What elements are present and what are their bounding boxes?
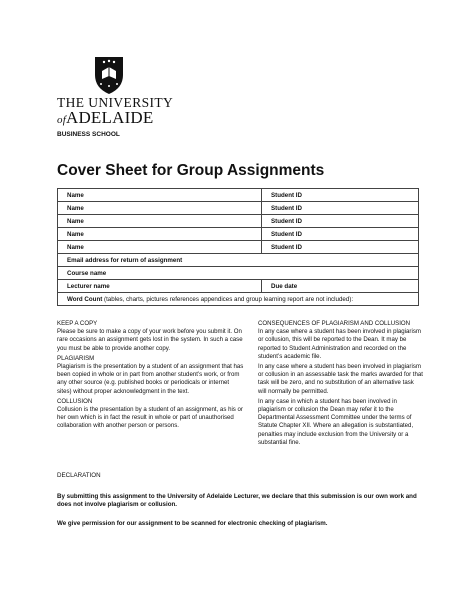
student-id-field[interactable]: Student ID: [262, 202, 419, 215]
lecturer-row: [58, 280, 419, 293]
consequences-text-3: In any case in which a student has been involved in plagiarism or collusion the Dean may refer it to the Departmental Assessment Committee under the terms of Statute Chapter XII. Where an allegation is substantiated, penalties may include exclusion from the University or a substantial fine.: [258, 397, 414, 446]
member-row: [58, 228, 419, 241]
name-field[interactable]: Name: [58, 202, 262, 215]
university-name-adelaide: ADELAIDE: [65, 108, 154, 127]
page-title: Cover Sheet for Group Assignments: [57, 162, 325, 179]
word-count-label: Word Count: [67, 295, 103, 303]
student-id-field[interactable]: Student ID: [262, 189, 419, 202]
consequences-text-2: In any case where a student has been involved in plagiarism or collusion in an assessable task the marks awarded for that task will be zero, and no substitution of an alternative task will normally be permitted.: [258, 363, 423, 395]
email-field[interactable]: Email address for return of assignment: [58, 254, 419, 267]
word-count-row: [58, 293, 419, 306]
word-count-field[interactable]: [58, 293, 419, 306]
name-field[interactable]: Name: [58, 189, 262, 202]
crest-icon: [93, 55, 125, 95]
member-row: [58, 215, 419, 228]
school-name: BUSINESS SCHOOL: [57, 131, 120, 138]
email-row: [58, 254, 419, 267]
university-of: of: [57, 114, 66, 126]
member-row: [58, 189, 419, 202]
member-row: [58, 241, 419, 254]
collusion-text: Collusion is the presentation by a student of an assignment, as his or her own which is in fact the result in whole or part of unauthorised collaboration with another person or persons.: [57, 406, 243, 430]
member-row: [58, 202, 419, 215]
plagiarism-heading: PLAGIARISM: [57, 354, 95, 362]
student-id-field[interactable]: Student ID: [262, 228, 419, 241]
keep-copy-text: Please be sure to make a copy of your work before you submit it. On rare occasions an assignment gets lost in the system. In such a case you must be able to provide another copy.: [57, 328, 243, 352]
consequences-text-1: In any case where a student has been involved in plagiarism or collusion, this will be reported to the Dean. It may be reported to Student Administration and recorded on the student’s academic file.: [258, 328, 421, 360]
university-name-line2: [57, 108, 154, 128]
declaration-heading: DECLARATION: [57, 472, 101, 479]
consequences-heading: CONSEQUENCES OF PLAGIARISM AND COLLUSION: [258, 320, 411, 327]
course-field[interactable]: Course name: [58, 267, 419, 280]
due-date-field[interactable]: Due date: [262, 280, 419, 293]
university-logo: [57, 55, 174, 127]
permission-statement: We give permission for our assignment to be scanned for electronic checking of plagiarism.: [57, 520, 328, 527]
collusion-heading: COLLUSION: [57, 397, 93, 405]
declaration-statement: By submitting this assignment to the University of Adelaide Lecturer, we declare that this submission is our own work and does not involve plagiarism or collusion.: [57, 493, 417, 509]
student-id-field[interactable]: Student ID: [262, 215, 419, 228]
info-right-column: [258, 320, 423, 449]
info-left-column: [57, 320, 244, 433]
word-count-note: (tables, charts, pictures references appendices and group learning report are not included):: [104, 295, 354, 303]
keep-copy-heading: KEEP A COPY: [57, 320, 98, 327]
university-name-line1: THE UNIVERSITY: [57, 95, 174, 110]
name-field[interactable]: Name: [58, 215, 262, 228]
details-form: [57, 188, 419, 306]
name-field[interactable]: Name: [58, 228, 262, 241]
lecturer-field[interactable]: Lecturer name: [58, 280, 262, 293]
plagiarism-text: Plagiarism is the presentation by a student of an assignment that has been copied in whole or in part from another student’s work, or from any other source (e.g. published books or periodicals or internet sites) without proper acknowledgment in the text.: [57, 363, 244, 395]
course-row: [58, 267, 419, 280]
student-id-field[interactable]: Student ID: [262, 241, 419, 254]
name-field[interactable]: Name: [58, 241, 262, 254]
